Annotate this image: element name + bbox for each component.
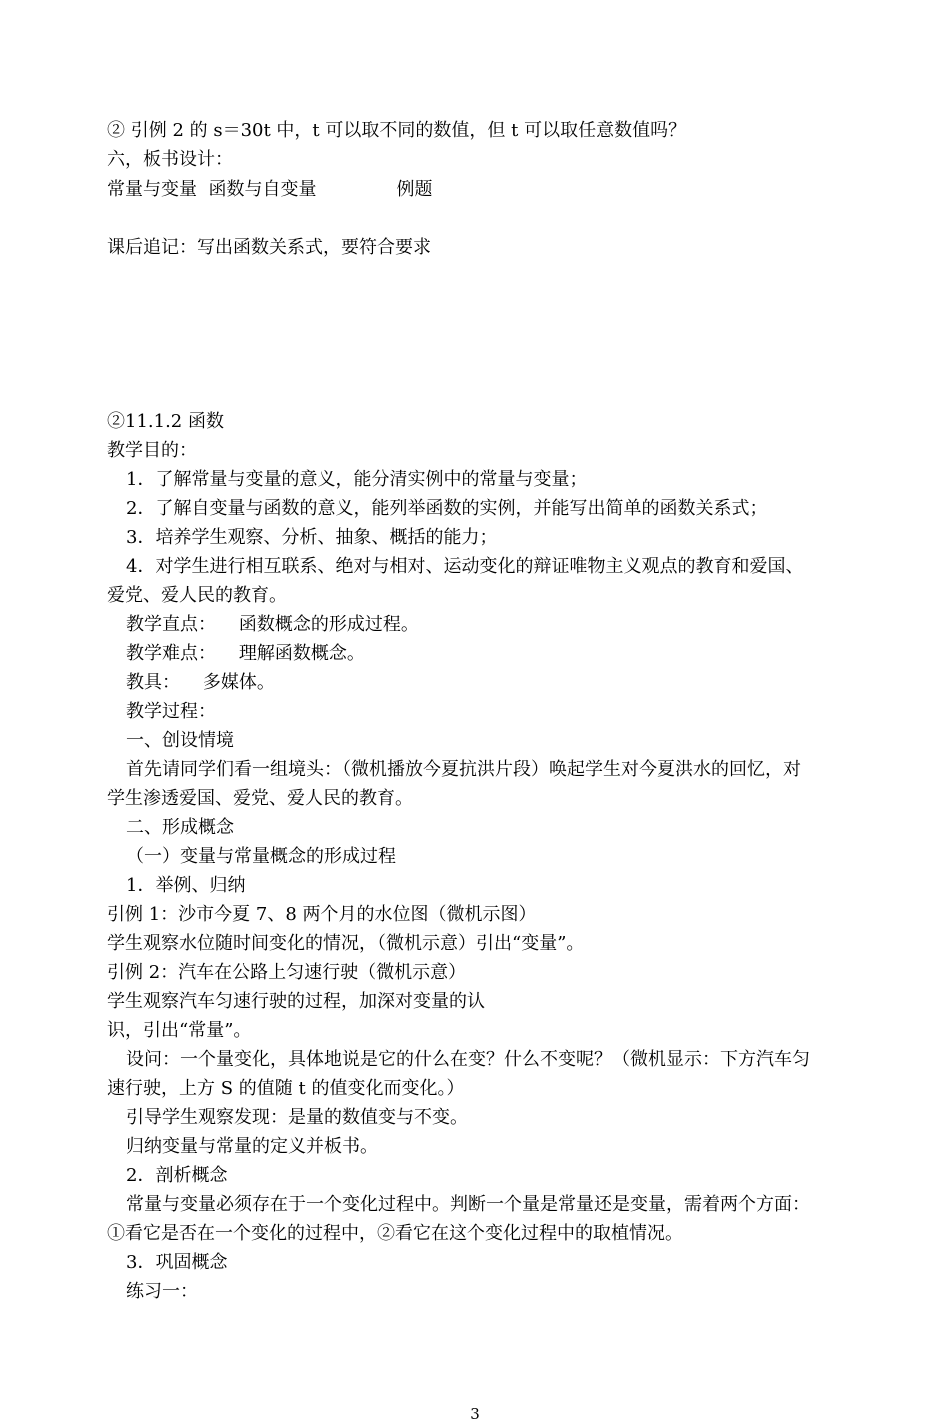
text-line-16: 一、创设情境 xyxy=(126,730,234,751)
text-line-1: ② 引例 2 的 s＝30t 中，t 可以取不同的数值，但 t 可以取任意数值吗？ xyxy=(107,120,687,141)
text-line-8: 2．了解自变量与函数的意义，能列举函数的实例，并能写出简单的函数关系式； xyxy=(126,498,768,519)
text-line-30: 归纳变量与常量的定义并板书。 xyxy=(126,1136,378,1157)
text-line-10: 4．对学生进行相互联系、绝对与相对、运动变化的辩证唯物主义观点的教育和爱国、 xyxy=(126,556,804,577)
text-line-21: 1．举例、归纳 xyxy=(126,875,246,896)
text-line-32: 常量与变量必须存在于一个变化过程中。判断一个量是常量还是变量，需着两个方面： xyxy=(126,1194,810,1215)
text-line-28: 速行驶，上方 S 的值随 t 的值变化而变化。） xyxy=(107,1078,465,1099)
text-line-25: 学生观察汽车匀速行驶的过程，加深对变量的认 xyxy=(107,991,485,1012)
text-line-33: ①看它是否在一个变化的过程中，②看它在这个变化过程中的取植情况。 xyxy=(107,1223,683,1244)
text-line-14: 教具： 多媒体。 xyxy=(126,672,275,693)
text-line-27: 设问：一个量变化，具体地说是它的什么在变？什么不变呢？（微机显示：下方汽车匀 xyxy=(126,1049,810,1070)
page-number: 3 xyxy=(470,1405,480,1423)
text-line-19: 二、形成概念 xyxy=(126,817,234,838)
text-line-18: 学生渗透爱国、爱党、爱人民的教育。 xyxy=(107,788,413,809)
text-line-15: 教学过程： xyxy=(126,701,216,722)
text-line-12: 教学直点： 函数概念的形成过程。 xyxy=(126,614,419,635)
text-line-24: 引例 2：汽车在公路上匀速行驶（微机示意） xyxy=(107,962,467,983)
text-line-6: 教学目的： xyxy=(107,440,197,461)
text-line-34: 3．巩固概念 xyxy=(126,1252,228,1273)
text-line-7: 1．了解常量与变量的意义，能分清实例中的常量与变量； xyxy=(126,469,588,490)
text-line-13: 教学难点： 理解函数概念。 xyxy=(126,643,365,664)
text-line-17: 首先请同学们看一组境头：（微机播放今夏抗洪片段）唤起学生对今夏洪水的回忆，对 xyxy=(126,759,801,780)
text-line-29: 引导学生观察发现：是量的数值变与不变。 xyxy=(126,1107,468,1128)
text-line-26: 识，引出“常量”。 xyxy=(107,1020,252,1041)
text-line-4: 课后追记：写出函数关系式，要符合要求 xyxy=(107,237,431,258)
text-line-3: 常量与变量 函数与自变量 例题 xyxy=(107,179,433,200)
text-line-9: 3．培养学生观察、分析、抽象、概括的能力； xyxy=(126,527,498,548)
section-title: ②11.1.2 函数 xyxy=(107,411,224,432)
text-line-35: 练习一： xyxy=(126,1281,198,1302)
text-line-11: 爱党、爱人民的教育。 xyxy=(107,585,287,606)
text-line-22: 引例 1：沙市今夏 7、8 两个月的水位图（微机示图） xyxy=(107,904,537,925)
text-line-23: 学生观察水位随时间变化的情况，（微机示意）引出“变量”。 xyxy=(107,933,585,954)
text-line-31: 2．剖析概念 xyxy=(126,1165,228,1186)
text-line-2: 六，板书设计： xyxy=(107,149,233,170)
text-line-20: （一）变量与常量概念的形成过程 xyxy=(126,846,396,867)
